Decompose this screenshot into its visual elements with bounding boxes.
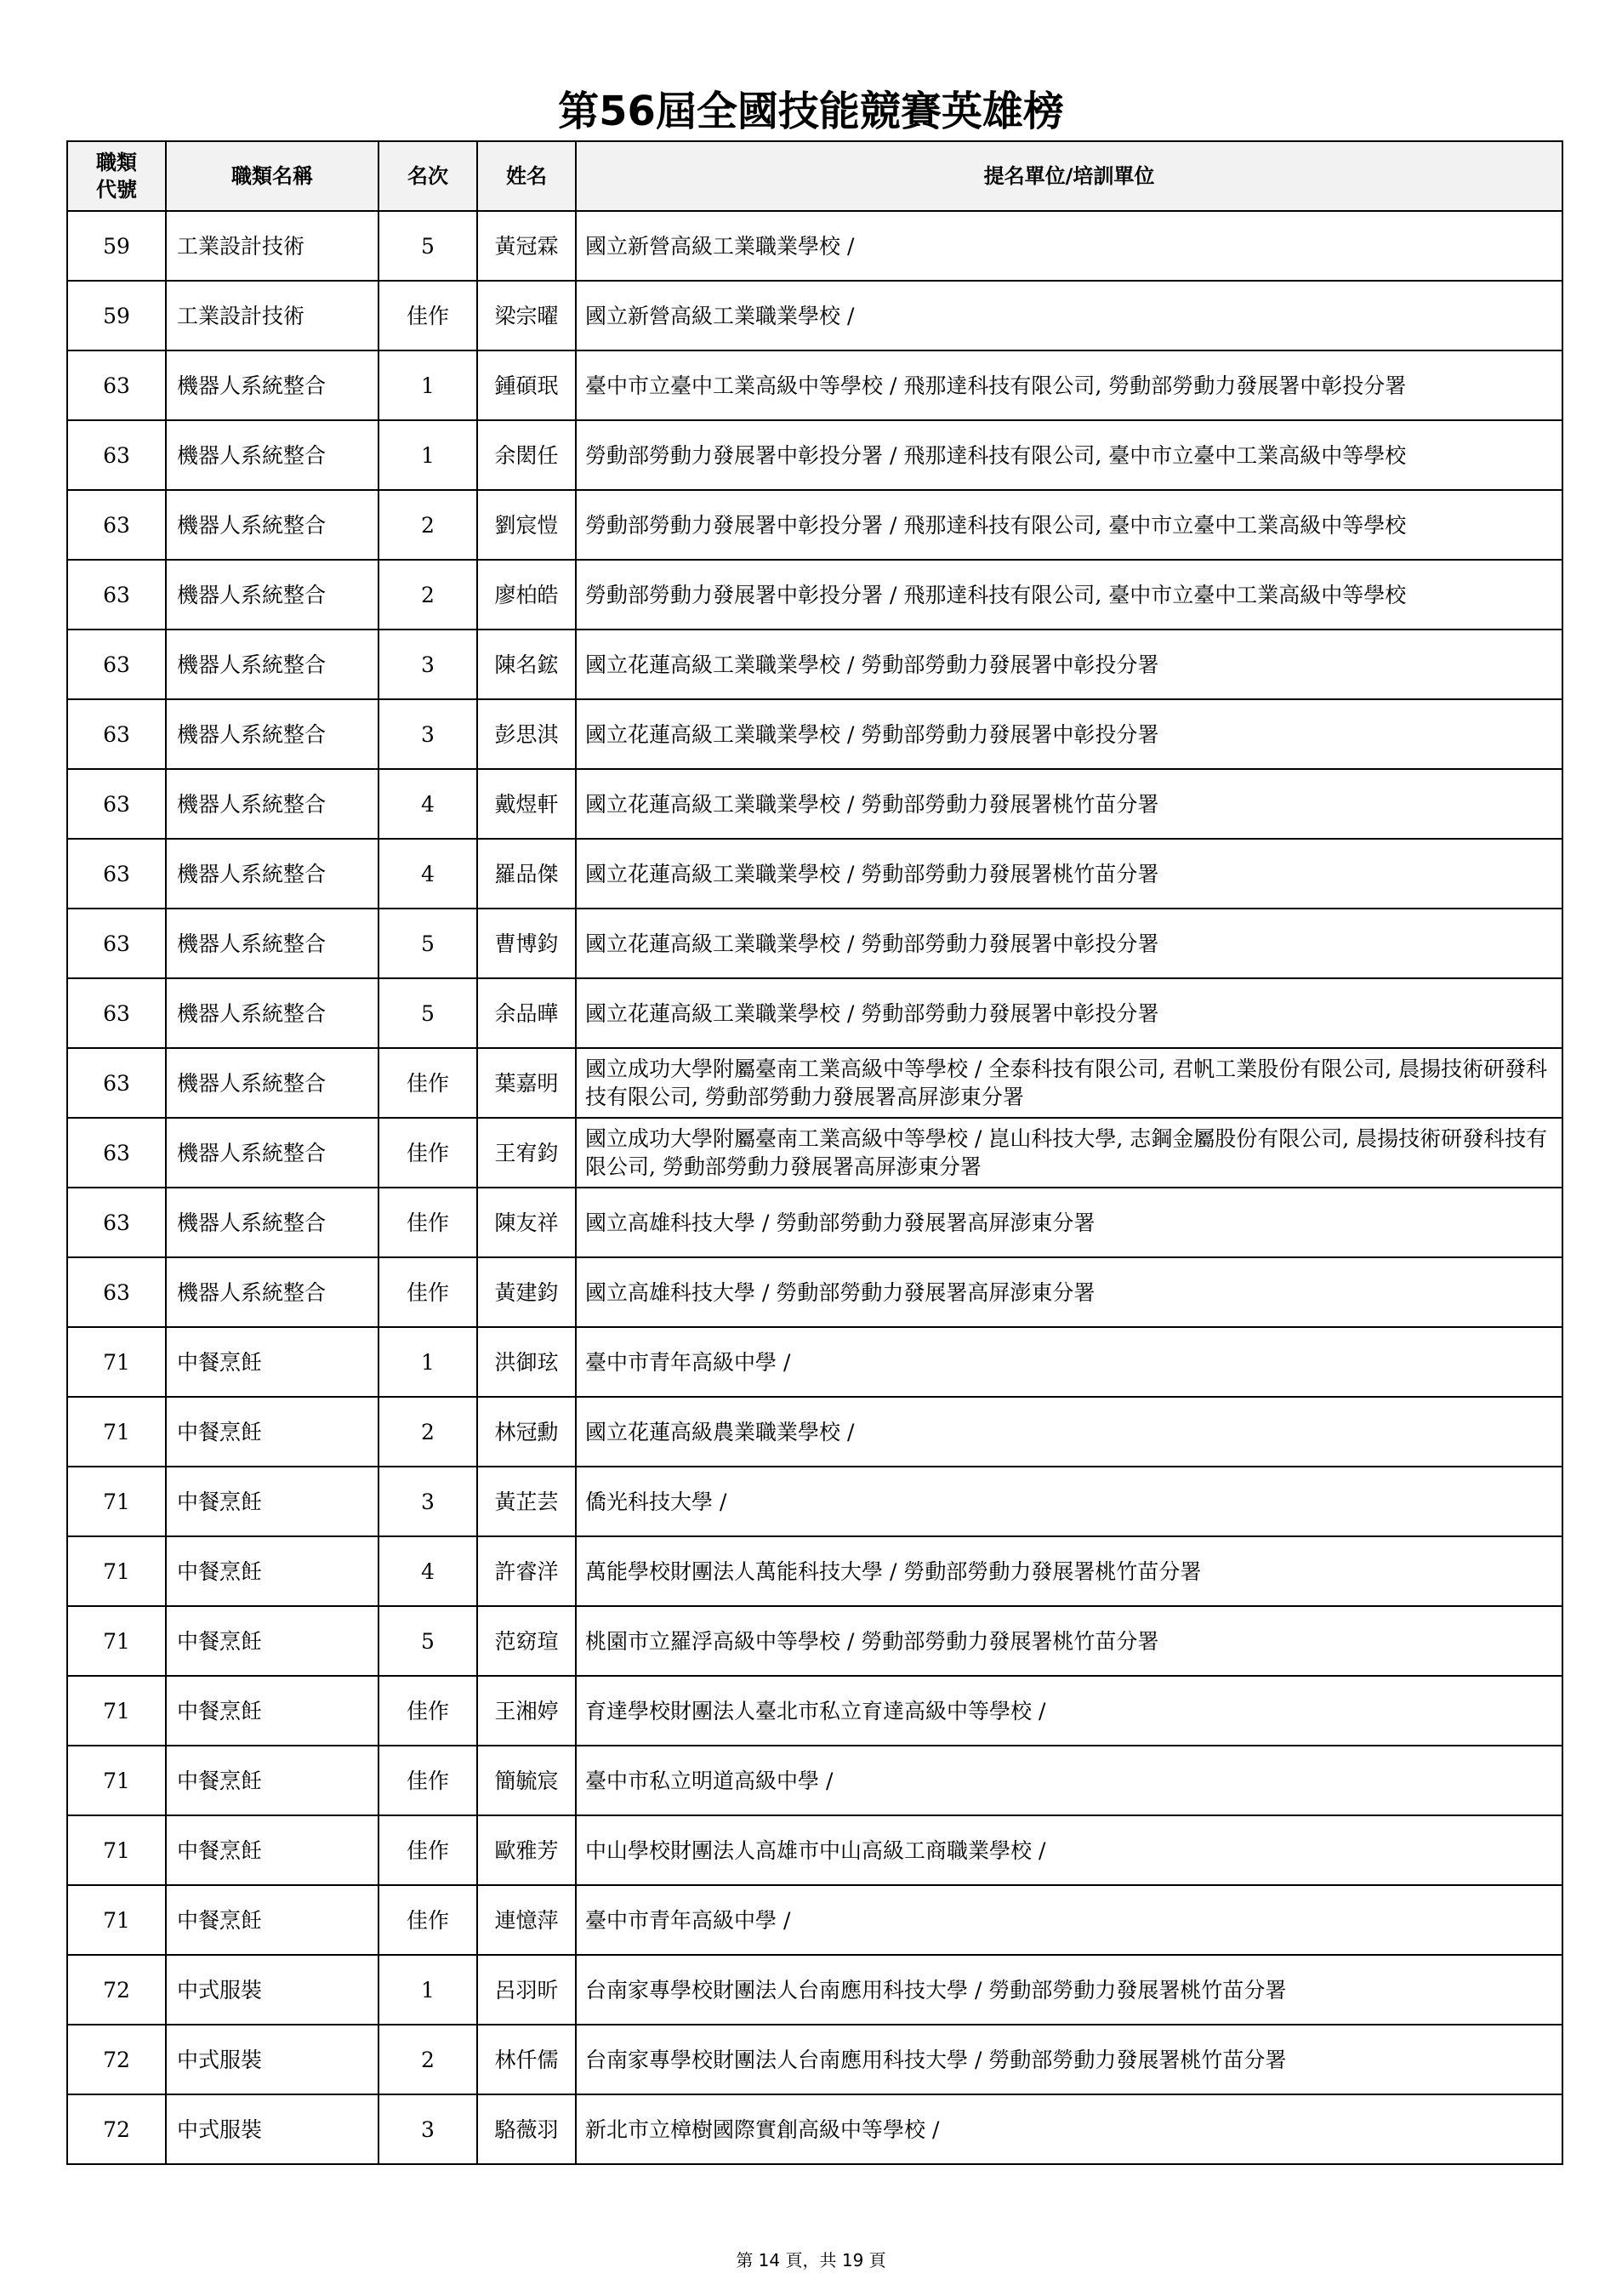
cell-unit: 新北市立樟樹國際實創高級中等學校 /	[576, 2094, 1562, 2164]
table-row	[67, 1885, 1562, 1955]
table-row	[67, 909, 1562, 978]
cell-unit: 僑光科技大學 /	[576, 1467, 1562, 1536]
table-row	[67, 560, 1562, 630]
page-footer: 第 14 頁，共 19 頁	[736, 2250, 886, 2270]
cell-category: 機器人系統整合	[166, 630, 378, 699]
results-table	[66, 140, 1563, 2165]
cell-unit: 臺中市青年高級中學 /	[576, 1327, 1562, 1397]
cell-rank: 佳作	[378, 1746, 477, 1815]
cell-unit: 國立花蓮高級工業職業學校 / 勞動部勞動力發展署中彰投分署	[576, 630, 1562, 699]
cell-unit: 國立新營高級工業職業學校 /	[576, 211, 1562, 281]
cell-category: 機器人系統整合	[166, 1188, 378, 1257]
cell-rank: 5	[378, 978, 477, 1048]
cell-name: 葉嘉明	[477, 1048, 576, 1118]
page-title: 第56屆全國技能競賽英雄榜	[558, 88, 1064, 135]
cell-category: 機器人系統整合	[166, 350, 378, 420]
cell-rank: 4	[378, 769, 477, 839]
cell-name: 余閎任	[477, 420, 576, 490]
cell-rank: 佳作	[378, 281, 477, 350]
table-row	[67, 490, 1562, 560]
cell-name: 曹博鈞	[477, 909, 576, 978]
cell-name: 陳友祥	[477, 1188, 576, 1257]
cell-name: 洪御玹	[477, 1327, 576, 1397]
table-row	[67, 699, 1562, 769]
cell-category: 中式服裝	[166, 1955, 378, 2025]
cell-rank: 3	[378, 2094, 477, 2164]
cell-name: 廖柏皓	[477, 560, 576, 630]
cell-unit: 勞動部勞動力發展署中彰投分署 / 飛那達科技有限公司, 臺中市立臺中工業高級中等學校	[576, 420, 1562, 490]
cell-rank: 1	[378, 1955, 477, 2025]
cell-code: 71	[67, 1536, 166, 1606]
cell-name: 戴煜軒	[477, 769, 576, 839]
cell-category: 機器人系統整合	[166, 699, 378, 769]
cell-code: 71	[67, 1815, 166, 1885]
cell-code: 63	[67, 630, 166, 699]
cell-rank: 1	[378, 420, 477, 490]
cell-unit: 國立新營高級工業職業學校 /	[576, 281, 1562, 350]
cell-unit: 勞動部勞動力發展署中彰投分署 / 飛那達科技有限公司, 臺中市立臺中工業高級中等學校	[576, 560, 1562, 630]
cell-unit: 國立花蓮高級農業職業學校 /	[576, 1397, 1562, 1467]
cell-name: 范窈瑄	[477, 1606, 576, 1676]
cell-code: 63	[67, 1118, 166, 1188]
cell-unit: 國立花蓮高級工業職業學校 / 勞動部勞動力發展署桃竹苗分署	[576, 769, 1562, 839]
cell-code: 63	[67, 1257, 166, 1327]
cell-unit: 台南家專學校財團法人台南應用科技大學 / 勞動部勞動力發展署桃竹苗分署	[576, 2025, 1562, 2094]
table-row	[67, 1676, 1562, 1746]
cell-code: 71	[67, 1885, 166, 1955]
table-row	[67, 211, 1562, 281]
cell-code: 71	[67, 1676, 166, 1746]
cell-rank: 2	[378, 2025, 477, 2094]
header-category: 職類名稱	[166, 141, 378, 211]
cell-code: 63	[67, 1188, 166, 1257]
cell-category: 機器人系統整合	[166, 978, 378, 1048]
cell-code: 63	[67, 350, 166, 420]
cell-category: 機器人系統整合	[166, 420, 378, 490]
cell-code: 63	[67, 420, 166, 490]
cell-unit: 萬能學校財團法人萬能科技大學 / 勞動部勞動力發展署桃竹苗分署	[576, 1536, 1562, 1606]
header-name: 姓名	[477, 141, 576, 211]
cell-category: 中餐烹飪	[166, 1885, 378, 1955]
cell-unit: 國立成功大學附屬臺南工業高級中等學校 / 崑山科技大學, 志鋼金屬股份有限公司, 晨揚技術研發科技有限公司, 勞動部勞動力發展署高屏澎東分署	[576, 1118, 1562, 1188]
cell-unit: 國立花蓮高級工業職業學校 / 勞動部勞動力發展署中彰投分署	[576, 699, 1562, 769]
header-rank: 名次	[378, 141, 477, 211]
table-row	[67, 1606, 1562, 1676]
cell-name: 王湘婷	[477, 1676, 576, 1746]
table-row	[67, 1955, 1562, 2025]
cell-category: 工業設計技術	[166, 281, 378, 350]
cell-name: 連憶萍	[477, 1885, 576, 1955]
cell-name: 陳名鋐	[477, 630, 576, 699]
table-row	[67, 1048, 1562, 1118]
cell-rank: 佳作	[378, 1048, 477, 1118]
table-row	[67, 1118, 1562, 1188]
cell-rank: 佳作	[378, 1815, 477, 1885]
cell-category: 機器人系統整合	[166, 1257, 378, 1327]
cell-rank: 5	[378, 1606, 477, 1676]
cell-code: 63	[67, 839, 166, 909]
cell-unit: 勞動部勞動力發展署中彰投分署 / 飛那達科技有限公司, 臺中市立臺中工業高級中等學校	[576, 490, 1562, 560]
table-row	[67, 769, 1562, 839]
header-code: 職類 代號	[67, 141, 166, 211]
table-row	[67, 420, 1562, 490]
table-row	[67, 839, 1562, 909]
cell-name: 梁宗曜	[477, 281, 576, 350]
cell-rank: 5	[378, 211, 477, 281]
cell-rank: 佳作	[378, 1188, 477, 1257]
cell-name: 黃冠霖	[477, 211, 576, 281]
cell-code: 72	[67, 2025, 166, 2094]
cell-rank: 佳作	[378, 1118, 477, 1188]
cell-category: 機器人系統整合	[166, 909, 378, 978]
cell-rank: 4	[378, 1536, 477, 1606]
table-row	[67, 1467, 1562, 1536]
table-row	[67, 1815, 1562, 1885]
cell-code: 71	[67, 1327, 166, 1397]
cell-category: 中式服裝	[166, 2094, 378, 2164]
cell-rank: 佳作	[378, 1676, 477, 1746]
cell-category: 機器人系統整合	[166, 560, 378, 630]
cell-name: 余品曄	[477, 978, 576, 1048]
cell-rank: 1	[378, 350, 477, 420]
table-row	[67, 281, 1562, 350]
cell-category: 中餐烹飪	[166, 1606, 378, 1676]
cell-rank: 2	[378, 490, 477, 560]
cell-name: 鍾碩珉	[477, 350, 576, 420]
cell-rank: 5	[378, 909, 477, 978]
cell-unit: 國立高雄科技大學 / 勞動部勞動力發展署高屏澎東分署	[576, 1188, 1562, 1257]
cell-code: 63	[67, 560, 166, 630]
table-row	[67, 1536, 1562, 1606]
table-row	[67, 1327, 1562, 1397]
cell-unit: 臺中市青年高級中學 /	[576, 1885, 1562, 1955]
cell-code: 72	[67, 2094, 166, 2164]
cell-category: 機器人系統整合	[166, 1118, 378, 1188]
cell-category: 中餐烹飪	[166, 1536, 378, 1606]
cell-code: 63	[67, 978, 166, 1048]
cell-unit: 臺中市私立明道高級中學 /	[576, 1746, 1562, 1815]
cell-rank: 2	[378, 1397, 477, 1467]
cell-code: 63	[67, 699, 166, 769]
cell-name: 歐雅芳	[477, 1815, 576, 1885]
cell-unit: 國立高雄科技大學 / 勞動部勞動力發展署高屏澎東分署	[576, 1257, 1562, 1327]
cell-category: 機器人系統整合	[166, 490, 378, 560]
cell-category: 中餐烹飪	[166, 1815, 378, 1885]
cell-category: 中餐烹飪	[166, 1327, 378, 1397]
cell-rank: 3	[378, 699, 477, 769]
cell-rank: 3	[378, 630, 477, 699]
table-row	[67, 1397, 1562, 1467]
cell-code: 71	[67, 1606, 166, 1676]
cell-unit: 桃園市立羅浮高級中等學校 / 勞動部勞動力發展署桃竹苗分署	[576, 1606, 1562, 1676]
cell-code: 71	[67, 1467, 166, 1536]
cell-unit: 台南家專學校財團法人台南應用科技大學 / 勞動部勞動力發展署桃竹苗分署	[576, 1955, 1562, 2025]
cell-name: 許睿洋	[477, 1536, 576, 1606]
cell-code: 71	[67, 1397, 166, 1467]
cell-code: 63	[67, 490, 166, 560]
cell-name: 簡毓宸	[477, 1746, 576, 1815]
cell-category: 中餐烹飪	[166, 1676, 378, 1746]
cell-code: 59	[67, 281, 166, 350]
cell-category: 機器人系統整合	[166, 839, 378, 909]
cell-name: 呂羽昕	[477, 1955, 576, 2025]
table-row	[67, 978, 1562, 1048]
cell-category: 中餐烹飪	[166, 1467, 378, 1536]
cell-name: 劉宸愷	[477, 490, 576, 560]
cell-unit: 中山學校財團法人高雄市中山高級工商職業學校 /	[576, 1815, 1562, 1885]
table-row	[67, 1188, 1562, 1257]
table-row	[67, 2094, 1562, 2164]
cell-name: 彭思淇	[477, 699, 576, 769]
cell-name: 林冠勳	[477, 1397, 576, 1467]
table-row	[67, 2025, 1562, 2094]
table-row	[67, 350, 1562, 420]
cell-rank: 4	[378, 839, 477, 909]
cell-unit: 國立花蓮高級工業職業學校 / 勞動部勞動力發展署桃竹苗分署	[576, 839, 1562, 909]
table-row	[67, 630, 1562, 699]
cell-rank: 1	[378, 1327, 477, 1397]
header-unit: 提名單位/培訓單位	[576, 141, 1562, 211]
cell-name: 黃建鈞	[477, 1257, 576, 1327]
cell-unit: 國立花蓮高級工業職業學校 / 勞動部勞動力發展署中彰投分署	[576, 909, 1562, 978]
cell-code: 59	[67, 211, 166, 281]
cell-rank: 3	[378, 1467, 477, 1536]
cell-category: 中式服裝	[166, 2025, 378, 2094]
cell-category: 機器人系統整合	[166, 1048, 378, 1118]
cell-unit: 國立花蓮高級工業職業學校 / 勞動部勞動力發展署中彰投分署	[576, 978, 1562, 1048]
table-row	[67, 1257, 1562, 1327]
cell-unit: 臺中市立臺中工業高級中等學校 / 飛那達科技有限公司, 勞動部勞動力發展署中彰投分署	[576, 350, 1562, 420]
table-row	[67, 1746, 1562, 1815]
cell-category: 中餐烹飪	[166, 1397, 378, 1467]
cell-category: 中餐烹飪	[166, 1746, 378, 1815]
cell-name: 羅品傑	[477, 839, 576, 909]
cell-name: 林仟儒	[477, 2025, 576, 2094]
cell-category: 機器人系統整合	[166, 769, 378, 839]
table-header-row	[67, 141, 1562, 211]
cell-rank: 2	[378, 560, 477, 630]
cell-unit: 國立成功大學附屬臺南工業高級中等學校 / 全泰科技有限公司, 君帆工業股份有限公司, 晨揚技術研發科技有限公司, 勞動部勞動力發展署高屏澎東分署	[576, 1048, 1562, 1118]
cell-unit: 育達學校財團法人臺北市私立育達高級中等學校 /	[576, 1676, 1562, 1746]
cell-code: 72	[67, 1955, 166, 2025]
cell-code: 63	[67, 769, 166, 839]
cell-name: 王宥鈞	[477, 1118, 576, 1188]
cell-rank: 佳作	[378, 1257, 477, 1327]
cell-code: 63	[67, 1048, 166, 1118]
cell-rank: 佳作	[378, 1885, 477, 1955]
cell-name: 駱薇羽	[477, 2094, 576, 2164]
cell-name: 黃芷芸	[477, 1467, 576, 1536]
cell-code: 71	[67, 1746, 166, 1815]
cell-category: 工業設計技術	[166, 211, 378, 281]
cell-code: 63	[67, 909, 166, 978]
